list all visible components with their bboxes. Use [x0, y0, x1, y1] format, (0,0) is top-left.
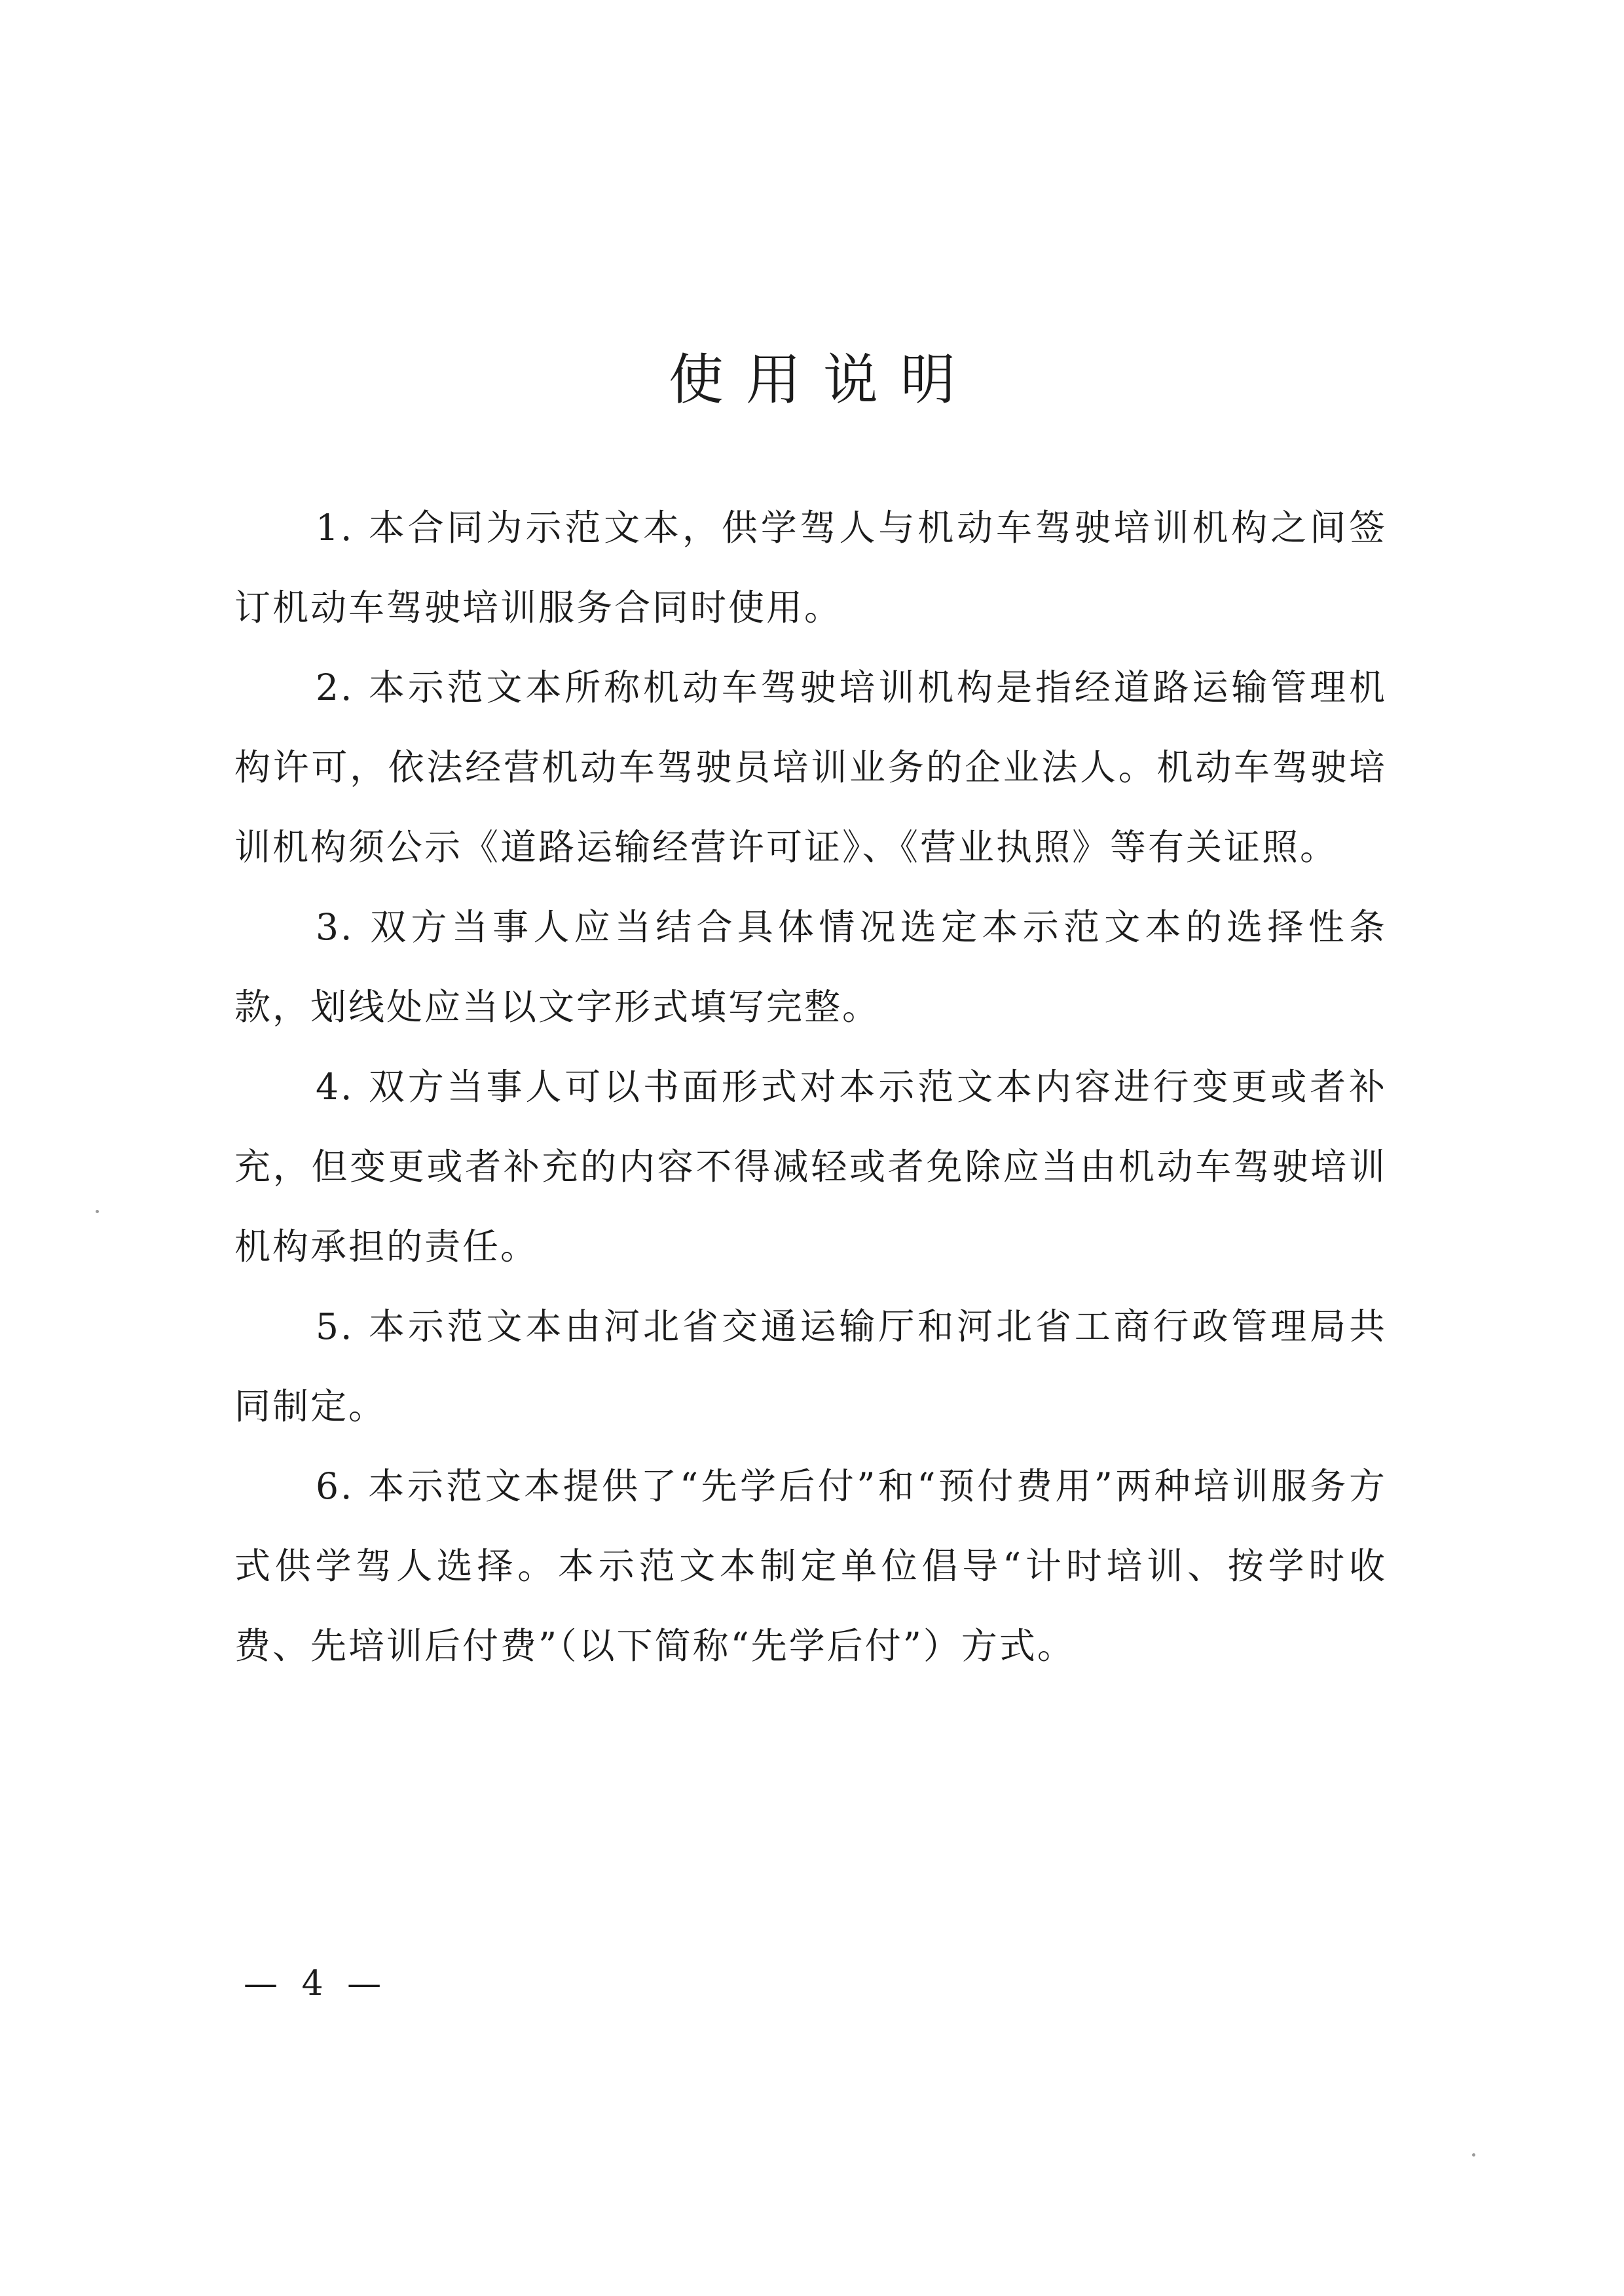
instruction-paragraph-4: 4. 双方当事人可以书面形式对本示范文本内容进行变更或者补充，但变更或者补充的内容不得减轻或者免除应当由机动车驾驶培训机构承担的责任。 — [234, 1066, 1387, 1267]
scan-speck — [1472, 2153, 1475, 2157]
scan-speck — [96, 1210, 99, 1213]
instruction-paragraph-2: 2. 本示范文本所称机动车驾驶培训机构是指经道路运输管理机构许可，依法经营机动车驾驶员培训业务的企业法人。机动车驾驶培训机构须公示《道路运输经营许可证》、《营业执照》等有关证照。 — [234, 666, 1387, 868]
page-number: — 4 — — [244, 1964, 388, 2003]
instruction-paragraph-1: 1. 本合同为示范文本，供学驾人与机动车驾驶培训机构之间签订机动车驾驶培训服务合同时使用。 — [234, 507, 1387, 629]
page-title: 使用说明 — [668, 348, 978, 412]
instruction-paragraph-3: 3. 双方当事人应当结合具体情况选定本示范文本的选择性条款，划线处应当以文字形式填写完整。 — [234, 906, 1387, 1028]
instruction-paragraph-5: 5. 本示范文本由河北省交通运输厅和河北省工商行政管理局共同制定。 — [234, 1305, 1387, 1427]
instruction-paragraph-6: 6. 本示范文本提供了“先学后付”和“预付费用”两种培训服务方式供学驾人选择。本示范文本制定单位倡导“计时培训、按学时收费、先培训后付费”（以下简称“先学后付”）方式。 — [234, 1465, 1387, 1667]
instructions-body — [234, 488, 1387, 1686]
